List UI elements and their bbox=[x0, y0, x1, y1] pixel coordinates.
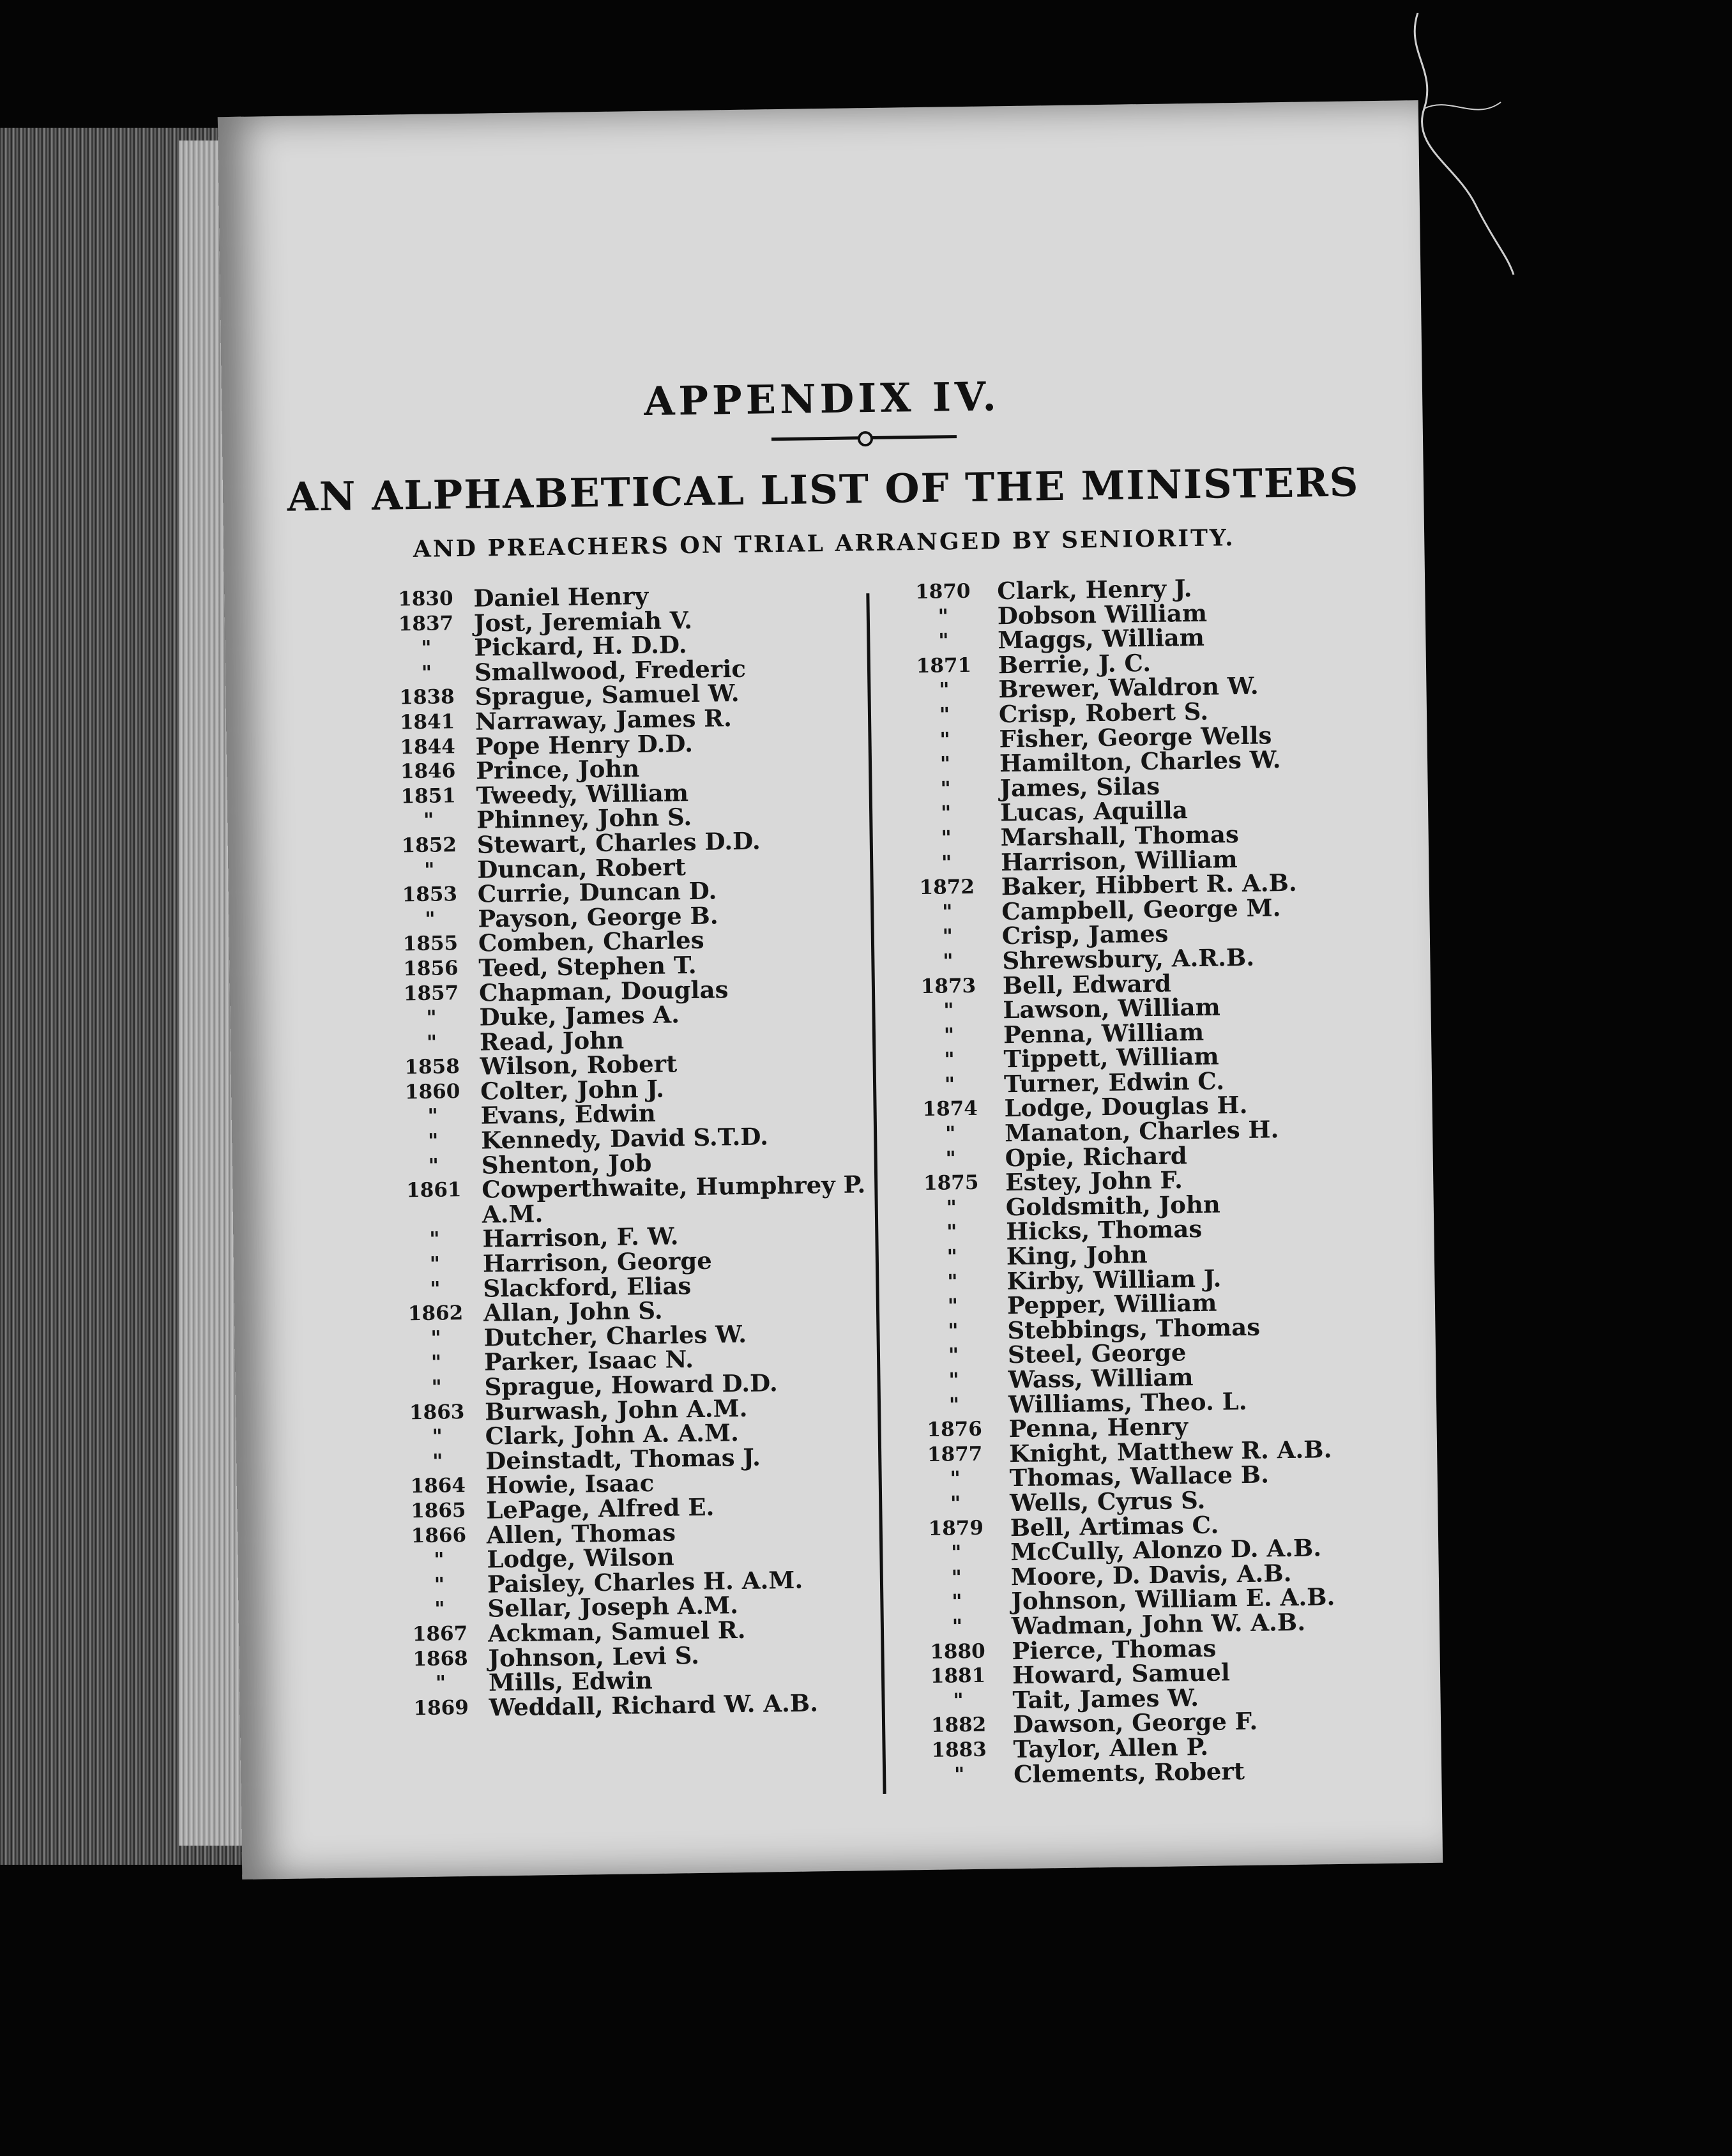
entry-year: " bbox=[429, 1252, 441, 1276]
entry-year: " bbox=[945, 1122, 956, 1146]
entry-year: 1841 bbox=[399, 710, 455, 734]
entry-name: Ackman, Samuel R. bbox=[487, 1615, 746, 1648]
entry-year: 1880 bbox=[930, 1639, 985, 1664]
entry-year: " bbox=[945, 1146, 957, 1171]
entry-name: Sellar, Joseph A.M. bbox=[487, 1591, 739, 1623]
entry-name: Lodge, Wilson bbox=[487, 1542, 674, 1574]
entry-year: 1871 bbox=[916, 653, 972, 678]
entry-year: " bbox=[946, 1220, 957, 1244]
entry-year: " bbox=[939, 678, 950, 702]
entry-name: Shrewsbury, A.R.B. bbox=[1002, 943, 1255, 975]
entry-name: Tait, James W. bbox=[1012, 1683, 1199, 1714]
entry-name: Allan, John S. bbox=[483, 1296, 663, 1327]
entry-name: Pickard, H. D.D. bbox=[474, 630, 687, 662]
entry-year: " bbox=[948, 1319, 959, 1343]
entry-name: Shenton, Job bbox=[481, 1148, 652, 1180]
entry-name: Tippett, William bbox=[1003, 1042, 1219, 1074]
entry-year: 1865 bbox=[410, 1499, 466, 1523]
entry-name: Knight, Matthew R. A.B. bbox=[1008, 1434, 1332, 1468]
entry-year: " bbox=[948, 1393, 960, 1417]
entry-year: " bbox=[432, 1425, 443, 1448]
entry-name: Dutcher, Charles W. bbox=[483, 1319, 747, 1352]
entry-year: 1874 bbox=[922, 1097, 978, 1121]
entry-name: Dawson, George F. bbox=[1012, 1707, 1258, 1739]
entry-year: " bbox=[939, 703, 950, 727]
entry-name: Parker, Isaac N. bbox=[483, 1345, 694, 1377]
entry-name: Lodge, Douglas H. bbox=[1004, 1091, 1248, 1123]
entry-year: " bbox=[423, 808, 434, 833]
entry-year: " bbox=[941, 900, 953, 924]
list-subtitle: AND PREACHERS ON TRIAL ARRANGED BY SENIORITY. bbox=[413, 524, 1235, 563]
entry-year: " bbox=[421, 636, 432, 660]
entry-year: 1875 bbox=[923, 1171, 979, 1196]
entry-name: Wadman, John W. A.B. bbox=[1011, 1607, 1306, 1641]
entry-name: Tweedy, William bbox=[476, 778, 689, 810]
entry-name: Stebbings, Thomas bbox=[1007, 1312, 1261, 1344]
entry-name: Williams, Theo. L. bbox=[1008, 1386, 1247, 1418]
entry-year: 1864 bbox=[410, 1474, 466, 1498]
entry-name: Prince, John bbox=[475, 754, 640, 785]
entry-name: Pierce, Thomas bbox=[1012, 1634, 1217, 1665]
entry-name: Fisher, George Wells bbox=[999, 720, 1272, 753]
entry-year: " bbox=[938, 604, 949, 628]
entry-name: Kirby, William J. bbox=[1007, 1264, 1222, 1295]
entry-name: Pope Henry D.D. bbox=[475, 729, 694, 761]
entry-name: Howard, Samuel bbox=[1012, 1658, 1231, 1690]
entry-year: " bbox=[432, 1450, 443, 1473]
entry-name: Allen, Thomas bbox=[486, 1518, 676, 1549]
entry-year: " bbox=[943, 999, 954, 1022]
entry-year: " bbox=[431, 1376, 442, 1399]
entry-name: Penna, William bbox=[1003, 1017, 1204, 1049]
entry-year: " bbox=[940, 777, 951, 801]
entry-year: " bbox=[427, 1129, 439, 1153]
entry-name: Chapman, Douglas bbox=[478, 975, 729, 1007]
entry-year: 1852 bbox=[401, 833, 457, 858]
entry-name: Wass, William bbox=[1008, 1363, 1194, 1394]
entry-name: Deinstadt, Thomas J. bbox=[485, 1443, 761, 1475]
entry-name: Narraway, James R. bbox=[475, 704, 733, 736]
entry-name: Crisp, Robert S. bbox=[998, 697, 1209, 729]
entry-year: " bbox=[943, 1023, 955, 1047]
entry-name: Burwash, John A.M. bbox=[484, 1393, 748, 1426]
entry-year: " bbox=[938, 629, 949, 653]
entry-year: " bbox=[953, 1689, 964, 1713]
entry-year: " bbox=[427, 1105, 439, 1128]
entry-year: 1873 bbox=[920, 974, 976, 998]
entry-name: Wilson, Robert bbox=[480, 1049, 678, 1081]
entry-name: Bell, Edward bbox=[1002, 969, 1172, 999]
entry-year: " bbox=[943, 950, 953, 973]
entry-year: 1868 bbox=[413, 1646, 468, 1671]
entry-year: " bbox=[951, 1565, 962, 1590]
entry-year: " bbox=[940, 801, 952, 825]
entry-name: Kennedy, David S.T.D. bbox=[480, 1122, 769, 1155]
entry-year: 1855 bbox=[402, 932, 459, 956]
entry-name: Steel, George bbox=[1007, 1338, 1187, 1369]
entry-year: " bbox=[434, 1573, 445, 1597]
entry-year: " bbox=[952, 1615, 963, 1639]
entry-name: Slackford, Elias bbox=[483, 1271, 692, 1303]
entry-name: Crisp, James bbox=[1001, 919, 1169, 950]
entry-name: Read, John bbox=[479, 1026, 625, 1056]
entry-year: " bbox=[425, 907, 436, 931]
entry-name: Harrison, F. W. bbox=[482, 1222, 679, 1254]
entry-year: 1872 bbox=[919, 875, 975, 900]
entry-name: Clements, Robert bbox=[1013, 1756, 1245, 1788]
entry-name: Harrison, William bbox=[1000, 844, 1238, 876]
entry-year bbox=[393, 1203, 476, 1228]
entry-year: 1881 bbox=[930, 1664, 986, 1689]
entry-name: Colter, John J. bbox=[480, 1074, 665, 1105]
entry-year: 1862 bbox=[407, 1302, 464, 1326]
entry-name: Currie, Duncan D. bbox=[477, 876, 717, 908]
entry-year: " bbox=[946, 1245, 958, 1269]
entry-year: 1838 bbox=[399, 685, 455, 710]
entry-year: " bbox=[942, 925, 953, 948]
entry-name: Dobson William bbox=[997, 598, 1208, 630]
entry-year: " bbox=[430, 1351, 442, 1375]
entry-year: " bbox=[946, 1196, 957, 1220]
entry-name: Daniel Henry bbox=[473, 581, 649, 612]
entry-year: 1867 bbox=[412, 1621, 468, 1646]
entry-year: " bbox=[952, 1590, 962, 1614]
entry-year: " bbox=[950, 1467, 961, 1491]
entry-name: Evans, Edwin bbox=[480, 1099, 657, 1130]
entry-year: " bbox=[430, 1277, 441, 1301]
entry-year: " bbox=[429, 1228, 440, 1252]
entry-name: Paisley, Charles H. A.M. bbox=[487, 1565, 803, 1598]
entry-year: 1876 bbox=[927, 1417, 983, 1442]
entry-name: Weddall, Richard W. A.B. bbox=[489, 1689, 819, 1722]
entry-name: Turner, Edwin C. bbox=[1003, 1067, 1225, 1098]
entry-year: " bbox=[950, 1492, 961, 1515]
entry-name: Manaton, Charles H. bbox=[1004, 1115, 1279, 1148]
entry-year: " bbox=[939, 727, 950, 752]
entry-name: Johnson, William E. A.B. bbox=[1011, 1583, 1335, 1616]
entry-name: A.M. bbox=[482, 1199, 543, 1229]
list-title: AN ALPHABETICAL LIST OF THE MINISTERS bbox=[287, 459, 1360, 520]
entry-name: Comben, Charles bbox=[478, 926, 704, 957]
entry-name: Hicks, Thomas bbox=[1006, 1215, 1203, 1246]
entry-year: 1877 bbox=[927, 1442, 983, 1466]
entry-year: " bbox=[428, 1154, 439, 1178]
entry-name: Campbell, George M. bbox=[1001, 893, 1281, 925]
entry-name: Bell, Artimas C. bbox=[1010, 1510, 1219, 1542]
right-column bbox=[901, 573, 1403, 1788]
entry-name: LePage, Alfred E. bbox=[486, 1492, 715, 1524]
entry-year: " bbox=[944, 1048, 955, 1072]
entry-name: Stewart, Charles D.D. bbox=[476, 826, 761, 859]
entry-name: Hamilton, Charles W. bbox=[999, 745, 1281, 778]
entry-name: Howie, Isaac bbox=[485, 1469, 655, 1499]
entry-name: Baker, Hibbert R. A.B. bbox=[1001, 868, 1298, 901]
entry-year: 1837 bbox=[398, 611, 454, 635]
entry-year: 1858 bbox=[404, 1055, 460, 1079]
entry-name: Mills, Edwin bbox=[488, 1666, 653, 1697]
entry-name: Jost, Jeremiah V. bbox=[473, 605, 693, 637]
entry-name: Teed, Stephen T. bbox=[478, 950, 697, 982]
entry-year: " bbox=[941, 851, 952, 875]
entry-name: Pepper, William bbox=[1007, 1288, 1217, 1320]
entry-year: 1846 bbox=[400, 759, 456, 784]
entry-name: Marshall, Thomas bbox=[1000, 819, 1240, 852]
entry-year: 1844 bbox=[400, 734, 456, 759]
entry-name: Opie, Richard bbox=[1005, 1141, 1188, 1172]
entry-name: Smallwood, Frederic bbox=[474, 654, 747, 687]
entry-name: Brewer, Waldron W. bbox=[998, 671, 1259, 704]
entry-year: " bbox=[944, 1073, 955, 1097]
entry-year: 1851 bbox=[400, 784, 457, 808]
entry-year: " bbox=[434, 1597, 445, 1621]
entry-year: " bbox=[950, 1541, 962, 1565]
entry-year: " bbox=[947, 1294, 959, 1318]
entry-name: Berrie, J. C. bbox=[998, 648, 1151, 679]
entry-name: Clark, John A. A.M. bbox=[485, 1418, 740, 1450]
entry-year: 1853 bbox=[402, 883, 458, 907]
entry-name: Sprague, Howard D.D. bbox=[484, 1369, 779, 1401]
entry-name: King, John bbox=[1006, 1240, 1148, 1271]
entry-name: Sprague, Samuel W. bbox=[475, 679, 740, 711]
entry-year: " bbox=[426, 1031, 437, 1054]
entry-year: " bbox=[953, 1763, 965, 1786]
entry-year: " bbox=[948, 1344, 959, 1367]
entry-year: " bbox=[947, 1270, 958, 1294]
entry-year: " bbox=[941, 826, 952, 850]
entry-name: Thomas, Wallace B. bbox=[1009, 1460, 1270, 1492]
entry-year: " bbox=[435, 1671, 446, 1695]
entry-name: Lucas, Aquilla bbox=[999, 796, 1189, 827]
entry-name: Penna, Henry bbox=[1008, 1412, 1189, 1443]
entry-year: 1861 bbox=[406, 1178, 462, 1203]
entry-year: 1869 bbox=[413, 1696, 469, 1720]
entry-year: 1866 bbox=[411, 1523, 467, 1547]
entry-name: Moore, D. Davis, A.B. bbox=[1010, 1558, 1292, 1591]
entry-name: Clark, Henry J. bbox=[996, 574, 1192, 605]
entry-name: Johnson, Levi S. bbox=[488, 1641, 700, 1673]
appendix-heading: APPENDIX IV. bbox=[643, 373, 1001, 425]
entry-year: 1883 bbox=[931, 1738, 987, 1762]
entry-name: Duncan, Robert bbox=[477, 852, 687, 884]
entry-name: Duke, James A. bbox=[479, 1000, 680, 1031]
entry-name: Wells, Cyrus S. bbox=[1009, 1485, 1206, 1517]
entry-year: 1857 bbox=[403, 981, 459, 1005]
left-column bbox=[384, 579, 975, 1721]
entry-name: Lawson, William bbox=[1003, 992, 1221, 1024]
entry-name: Phinney, John S. bbox=[476, 803, 692, 835]
entry-year: " bbox=[430, 1326, 441, 1350]
ornament-rule bbox=[771, 429, 957, 446]
entry-name: Estey, John F. bbox=[1005, 1165, 1183, 1197]
entry-year: " bbox=[421, 661, 432, 685]
entry-year: " bbox=[434, 1548, 444, 1572]
entry-year: 1863 bbox=[409, 1400, 465, 1424]
entry-year: " bbox=[939, 752, 951, 776]
entry-name: Payson, George B. bbox=[478, 901, 718, 933]
entry-year: 1830 bbox=[398, 587, 453, 611]
entry-year: 1879 bbox=[928, 1516, 984, 1540]
entry-year: " bbox=[426, 1006, 437, 1029]
entry-name: Goldsmith, John bbox=[1005, 1190, 1221, 1222]
book-page bbox=[218, 100, 1443, 1879]
entry-name: McCully, Alonzo D. A.B. bbox=[1010, 1533, 1322, 1567]
entry-year: " bbox=[423, 858, 435, 882]
entry-year: 1860 bbox=[404, 1079, 460, 1104]
entry-year: 1870 bbox=[915, 579, 971, 604]
entry-year: 1882 bbox=[931, 1713, 987, 1738]
entry-year: " bbox=[948, 1369, 959, 1392]
entry-name: Taylor, Allen P. bbox=[1013, 1732, 1209, 1764]
entry-name: Maggs, William bbox=[998, 623, 1205, 655]
entry-name: Cowperthwaite, Humphrey P. bbox=[482, 1170, 866, 1204]
entry-name: James, Silas bbox=[999, 771, 1160, 803]
entry-name: Harrison, George bbox=[482, 1246, 713, 1278]
entry-year: 1856 bbox=[403, 957, 459, 981]
